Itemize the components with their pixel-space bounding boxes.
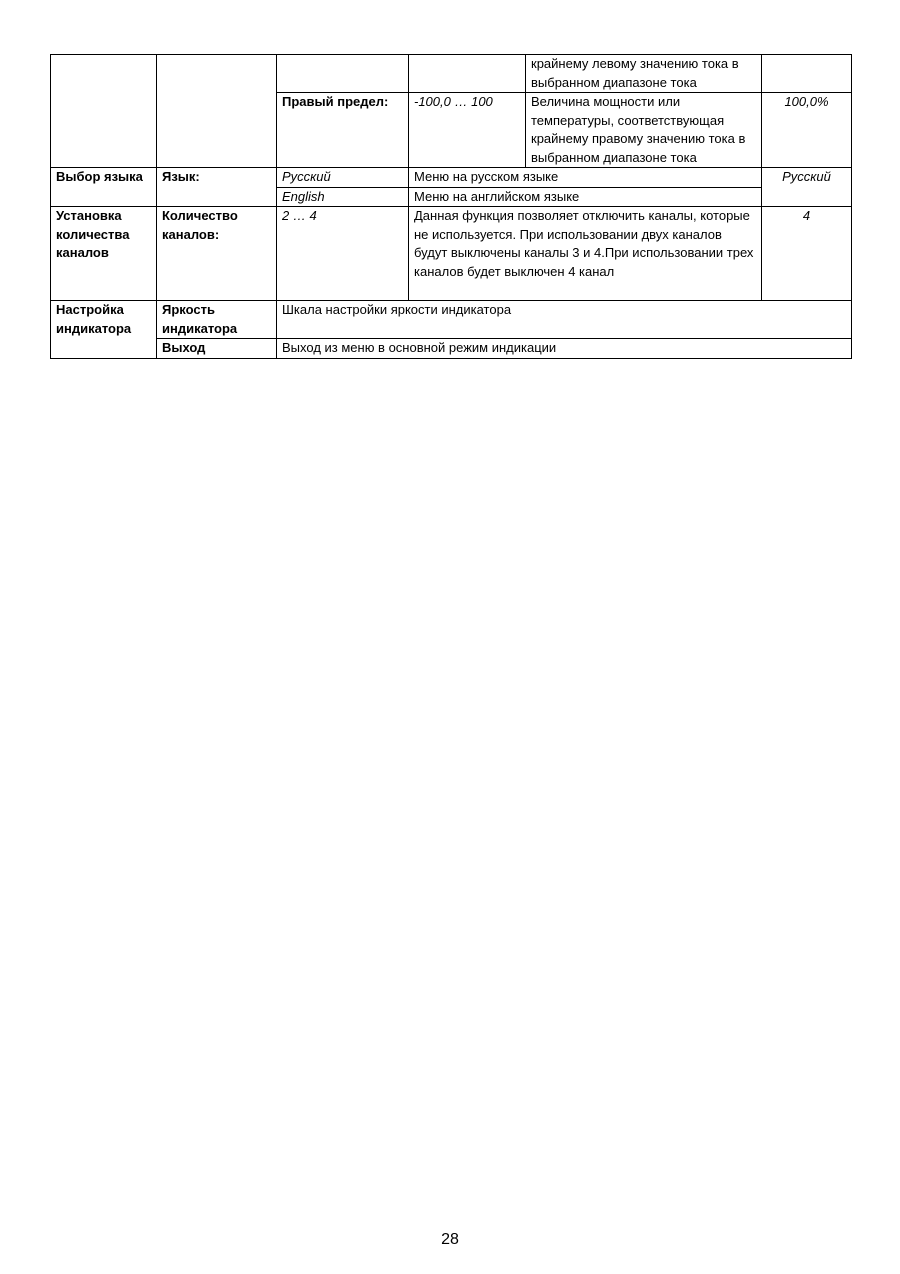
- brightness-param: Яркость индикатора: [157, 301, 277, 339]
- right-limit-description: Величина мощности или температуры, соответствующая крайнему правому значению тока в выбранном диапазоне тока: [526, 93, 762, 168]
- table-row: [51, 168, 852, 188]
- language-function: Выбор языка: [51, 168, 157, 207]
- channels-function: Установка количества каналов: [51, 207, 157, 301]
- table-cell: [51, 55, 157, 168]
- left-limit-desc-tail: крайнему левому значению тока в выбранном диапазоне тока: [526, 55, 762, 93]
- right-limit-default: 100,0%: [762, 93, 852, 168]
- exit-param: Выход: [157, 339, 277, 359]
- table-row: [51, 207, 852, 301]
- table-cell: [762, 55, 852, 93]
- language-option-value: Русский: [277, 168, 409, 188]
- table-row: [51, 339, 852, 359]
- channels-default: 4: [762, 207, 852, 301]
- channels-values: 2 … 4: [277, 207, 409, 301]
- channels-param: Количество каналов:: [157, 207, 277, 301]
- exit-description: Выход из меню в основной режим индикации: [277, 339, 852, 359]
- language-option-description: Меню на русском языке: [409, 168, 762, 188]
- channels-description: Данная функция позволяет отключить каналы, которые не используется. При использовании двух каналов будут выключены каналы 3 и 4.При использовании трех каналов будет выключен 4 канал: [409, 207, 762, 301]
- language-default: Русский: [762, 168, 852, 207]
- settings-table: [50, 54, 852, 359]
- language-option-description: Меню на английском языке: [409, 187, 762, 207]
- table-row: [51, 301, 852, 339]
- right-limit-param: Правый предел:: [277, 93, 409, 168]
- table-cell: [409, 55, 526, 93]
- brightness-description: Шкала настройки яркости индикатора: [277, 301, 852, 339]
- table-cell: [277, 55, 409, 93]
- language-option-value: English: [277, 187, 409, 207]
- indicator-function: Настройка индикатора: [51, 301, 157, 359]
- language-param: Язык:: [157, 168, 277, 207]
- right-limit-values: -100,0 … 100: [409, 93, 526, 168]
- table-row: [51, 55, 852, 93]
- page-number: 28: [441, 1231, 459, 1248]
- table-cell: [157, 55, 277, 168]
